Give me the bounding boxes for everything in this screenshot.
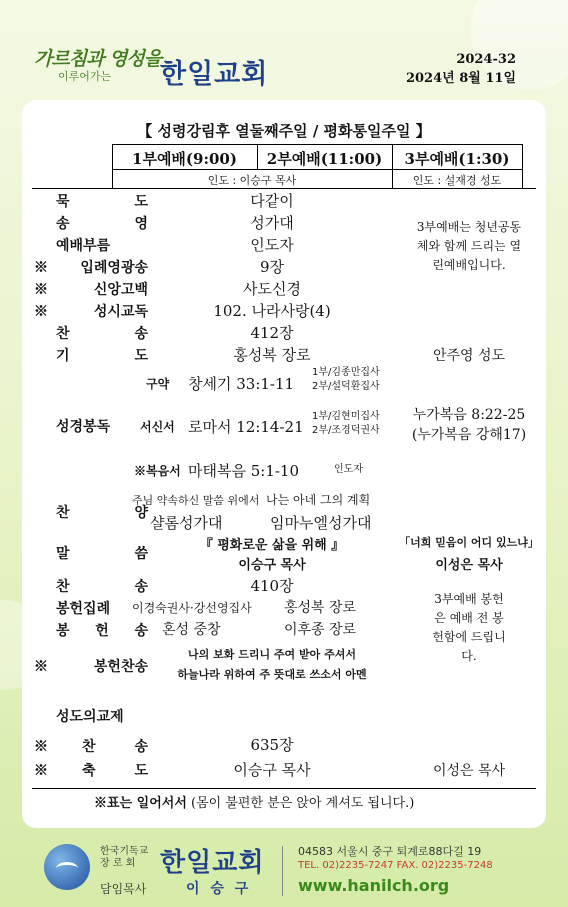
slogan: 가르침과 영성을 — [34, 48, 162, 70]
issue-info — [406, 50, 516, 88]
church-logo-icon — [44, 844, 90, 890]
order-label: 예배부름 — [56, 238, 111, 254]
order-label: ※성시교독 — [34, 304, 148, 320]
slogan-sub: 이루어가는 — [58, 70, 112, 83]
footer-tel: TEL. 02)2235-7247 FAX. 02)2235-7248 — [298, 860, 493, 871]
order-label: 송 영 — [56, 216, 148, 232]
order-label: ※입례영광송 — [34, 260, 148, 276]
leader-third: 인도 : 설재경 성도 — [412, 174, 502, 187]
benediction-label: ※축 도 — [34, 763, 148, 779]
scripture-label: 성경봉독 — [56, 419, 111, 435]
anthem-label: 찬 양 — [56, 505, 148, 521]
offering-hymn-line-2: 하늘나라 위하여 주 뜻대로 쓰소서 아멘 — [177, 668, 367, 681]
church-title: 한일교회 — [160, 59, 269, 90]
epistle-reader-1: 1부/김현미집사 — [312, 411, 380, 422]
gospel-tag: ※복음서 — [134, 464, 181, 478]
third-scripture: 누가복음 8:22-25 — [412, 407, 526, 423]
order-value: 9장 — [259, 258, 285, 276]
table-line — [32, 188, 536, 189]
ot-reference: 창세기 33:1-11 — [188, 375, 295, 393]
table-border — [522, 144, 523, 188]
sermon-title: 『 평화로운 삶을 위해 』 — [199, 538, 345, 553]
service-2-time: 2부예배(11:00) — [266, 150, 383, 168]
final-hymn-value: 635장 — [250, 736, 294, 754]
footer-address: 04583 서울시 중구 퇴계로88다길 19 — [298, 845, 482, 858]
offering-hymn-label: ※봉헌찬송 — [34, 659, 148, 675]
footer — [0, 836, 568, 907]
bulletin-title: 【 성령강림후 열둘째주일 / 평화통일주일 】 — [137, 122, 431, 140]
ot-tag: 구약 — [146, 377, 170, 391]
gospel-reference: 마태복음 5:1-10 — [188, 462, 300, 480]
benediction-value: 이승구 목사 — [233, 761, 311, 779]
offering-hymn-line-1: 나의 보화 드리니 주여 받아 주셔서 — [188, 648, 356, 661]
leader-main: 인도 : 이승구 목사 — [207, 174, 297, 187]
table-top-line — [112, 144, 522, 145]
offertory-1: 혼성 중창 — [162, 622, 221, 638]
footer-org-line-1: 한국기독교 — [100, 846, 149, 857]
third-sermon-title: 「너희 믿음이 어디 있느냐」 — [399, 536, 539, 549]
footer-org — [100, 846, 148, 870]
footnote-rest: (몸이 불편한 분은 앉아 계셔도 됩니다.) — [191, 796, 415, 811]
anthem-song-1: 주님 약속하신 말씀 위에서 — [132, 494, 260, 507]
order-value: 인도자 — [250, 236, 294, 254]
offertory-2: 이후종 장로 — [284, 622, 357, 638]
footer-divider — [282, 846, 283, 896]
collection-2: 홍성복 장로 — [284, 600, 357, 616]
order-label: ※신앙고백 — [34, 282, 148, 298]
third-service-note: 3부예배는 청년공동체와 함께 드리는 열린예배입니다. — [416, 220, 522, 272]
service-3-time: 3부예배(1:30) — [404, 150, 510, 168]
footer-pastor-label: 담임목사 — [100, 882, 147, 896]
table-line — [112, 169, 522, 170]
sermon-label: 말 씀 — [56, 546, 148, 562]
anthem-choir-2: 임마누엘성가대 — [270, 514, 372, 532]
order-value: 성가대 — [250, 214, 294, 232]
table-bottom-line — [32, 788, 536, 789]
header — [0, 0, 568, 98]
footnote-bold: ※표는 일어서서 — [94, 796, 187, 811]
third-offering-note: 3부예배 봉헌은 예배 전 봉헌함에 드립니다. — [432, 592, 506, 663]
service-1-time: 1부예배(9:00) — [132, 150, 237, 168]
epistle-tag: 서신서 — [140, 420, 175, 434]
order-label: 찬 송 — [56, 326, 148, 342]
order-value: 사도신경 — [243, 280, 301, 298]
order-label: 묵 도 — [56, 194, 148, 210]
anthem-choir-1: 샬롬성가대 — [150, 514, 223, 532]
footnote — [94, 792, 414, 811]
fellowship-label: 성도의교제 — [56, 709, 124, 725]
order-value: 412장 — [250, 324, 294, 342]
order-label: 기 도 — [56, 348, 148, 364]
order-value: 다같이 — [250, 192, 294, 210]
final-hymn-label: ※찬 송 — [34, 739, 148, 755]
offertory-label: 봉 헌 송 — [56, 623, 148, 639]
issue-number: 2024-32 — [456, 52, 516, 67]
footer-org-line-2: 장 로 회 — [100, 858, 136, 869]
third-prayer: 안주영 성도 — [432, 348, 506, 364]
issue-date: 2024년 8월 11일 — [405, 71, 516, 86]
bulletin-card — [22, 100, 546, 828]
collection-label: 봉헌집례 — [56, 601, 111, 617]
epistle-reference: 로마서 12:14-21 — [188, 418, 304, 436]
sermon-preacher: 이승구 목사 — [238, 558, 306, 573]
order-value: 102. 나라사랑(4) — [213, 302, 331, 320]
hymn-label: 찬 송 — [56, 579, 148, 595]
footer-pastor-name: 이 승 구 — [186, 881, 252, 897]
gospel-reader: 인도자 — [334, 464, 363, 475]
hymn-value: 410장 — [250, 577, 294, 595]
third-sermon-preacher: 이성은 목사 — [435, 558, 503, 573]
collection-1: 이경숙권사·강선영집사 — [132, 601, 252, 615]
order-value: 홍성복 장로 — [233, 346, 311, 364]
ot-reader-2: 2부/설덕환집사 — [312, 381, 380, 392]
footer-website-link[interactable]: www.hanilch.org — [298, 876, 450, 895]
third-scripture-sub: (누가복음 강해17) — [411, 427, 527, 443]
ot-reader-1: 1부/김종만집사 — [312, 367, 380, 378]
anthem-song-2: 나는 아네 그의 계획 — [266, 493, 371, 507]
epistle-reader-2: 2부/조경덕권사 — [312, 425, 380, 436]
third-benediction: 이성은 목사 — [432, 763, 506, 779]
footer-church-name: 한일교회 — [160, 848, 265, 878]
